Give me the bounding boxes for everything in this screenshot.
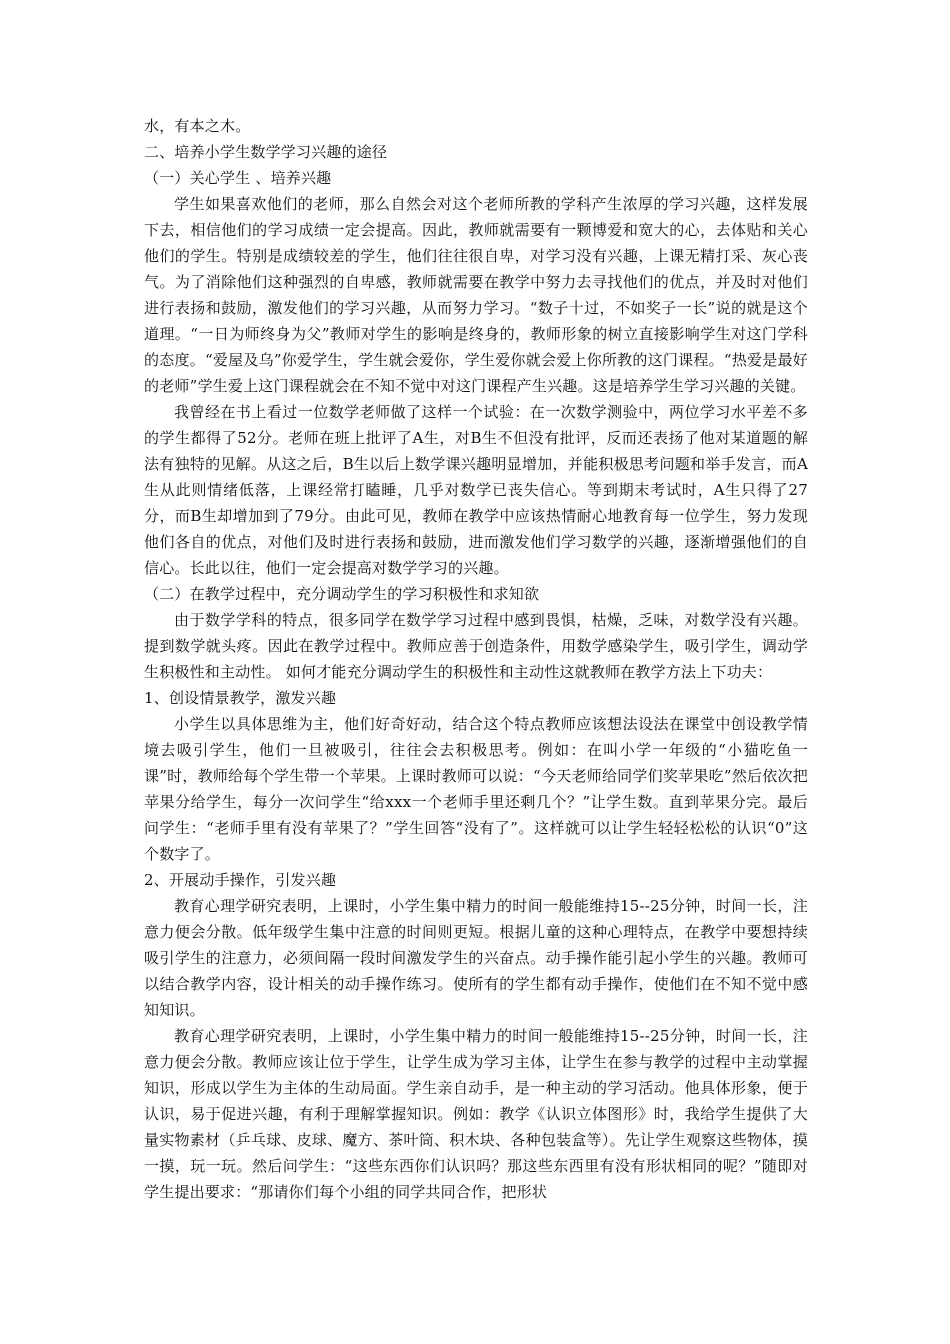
paragraph-teacher-experiment: 我曾经在书上看过一位数学老师做了这样一个试验：在一次数学测验中，两位学习水平差不多的学生都得了52分。老师在班上批评了A生，对B生不但没有批评，反而还表扬了他对某道题的解法有独特的见解。从这之后，B生以后上数学课兴趣明显增加，并能积极思考问题和举手发言，而A生从此则情绪低落，上课经常打瞌睡，几乎对数学已丧失信心。等到期末考试时，A生只得了27分，而B生却增加到了79分。由此可见，教师在教学中应该热情耐心地教育每一位学生，努力发现他们各自的优点，对他们及时进行表扬和鼓励，进而激发他们学习数学的兴趣，逐渐增强他们的自信心。长此以往，他们一定会提高对数学学习的兴趣。 (144, 403, 808, 577)
item-two-heading: 2、开展动手操作，引发兴趣 (144, 871, 337, 889)
paragraph-hands-on-operation: 教育心理学研究表明，上课时，小学生集中精力的时间一般能维持15--25分钟，时间一长，注意力便会分散。低年级学生集中注意的时间则更短。根据儿童的这种心理特点，在教学中要想持续吸引学生的注意力，必须间隔一段时间激发学生的兴奋点。动手操作能引起小学生的兴趣。教师可以结合教学内容，设计相关的动手操作练习。使所有的学生都有动手操作，使他们在不知不觉中感知知识。 (144, 897, 808, 1019)
paragraph-math-characteristics: 由于数学学科的特点，很多同学在数学学习过程中感到畏惧，枯燥，乏味，对数学没有兴趣。提到数学就头疼。因此在教学过程中。教师应善于创造条件，用数学感染学生，吸引学生，调动学生积极性和主动性。 如何才能充分调动学生的积极性和主动性这就教师在教学方法上下功夫： (144, 611, 808, 681)
subsection-two-heading: （二）在教学过程中，充分调动学生的学习积极性和求知欲 (144, 585, 540, 603)
continued-text-fragment: 水，有本之木。 (144, 117, 251, 135)
subsection-one-heading: （一）关心学生 、培养兴趣 (144, 169, 332, 187)
document-page (144, 113, 808, 1205)
paragraph-situational-teaching: 小学生以具体思维为主，他们好奇好动，结合这个特点教师应该想法设法在课堂中创设教学情境去吸引学生，他们一旦被吸引，往往会去积极思考。例如：在叫小学一年级的“小猫吃鱼一课”时，教师给每个学生带一个苹果。上课时教师可以说：“今天老师给同学们奖苹果吃”然后依次把苹果分给学生，每分一次问学生“给xxx一个老师手里还剩几个？”让学生数。直到苹果分完。最后问学生：“老师手里有没有苹果了？”学生回答“没有了”。这样就可以让学生轻轻松松的认识“0”这个数字了。 (144, 715, 808, 863)
section-two-heading: 二、培养小学生数学学习兴趣的途径 (144, 143, 388, 161)
paragraph-student-centered-learning: 教育心理学研究表明，上课时，小学生集中精力的时间一般能维持15--25分钟，时间一长，注意力便会分散。教师应该让位于学生，让学生成为学习主体，让学生在参与教学的过程中主动掌握知识，形成以学生为主体的生动局面。学生亲自动手，是一种主动的学习活动。他具体形象，便于认识，易于促进兴趣，有利于理解掌握知识。例如：教学《认识立体图形》时，我给学生提供了大量实物素材（乒乓球、皮球、魔方、茶叶筒、积木块、各种包装盒等）。先让学生观察这些物体，摸一摸，玩一玩。然后问学生：“这些东西你们认识吗？那这些东西里有没有形状相同的呢？”随即对学生提出要求：“那请你们每个小组的同学共同合作，把形状 (144, 1027, 808, 1201)
paragraph-care-for-students: 学生如果喜欢他们的老师，那么自然会对这个老师所教的学科产生浓厚的学习兴趣，这样发展下去，相信他们的学习成绩一定会提高。因此，教师就需要有一颗博爱和宽大的心，去体贴和关心他们的学生。特别是成绩较差的学生，他们往往很自卑，对学习没有兴趣，上课无精打采、灰心丧气。为了消除他们这种强烈的自卑感，教师就需要在教学中努力去寻找他们的优点，并及时对他们进行表扬和鼓励，激发他们的学习兴趣，从而努力学习。“数子十过，不如奖子一长”说的就是这个道理。“一日为师终身为父”教师对学生的影响是终身的，教师形象的树立直接影响学生对这门学科的态度。“爱屋及乌”你爱学生，学生就会爱你，学生爱你就会爱上你所教的这门课程。“热爱是最好的老师”学生爱上这门课程就会在不知不觉中对这门课程产生兴趣。这是培养学生学习兴趣的关键。 (144, 195, 808, 395)
item-one-heading: 1、创设情景教学，激发兴趣 (144, 689, 337, 707)
